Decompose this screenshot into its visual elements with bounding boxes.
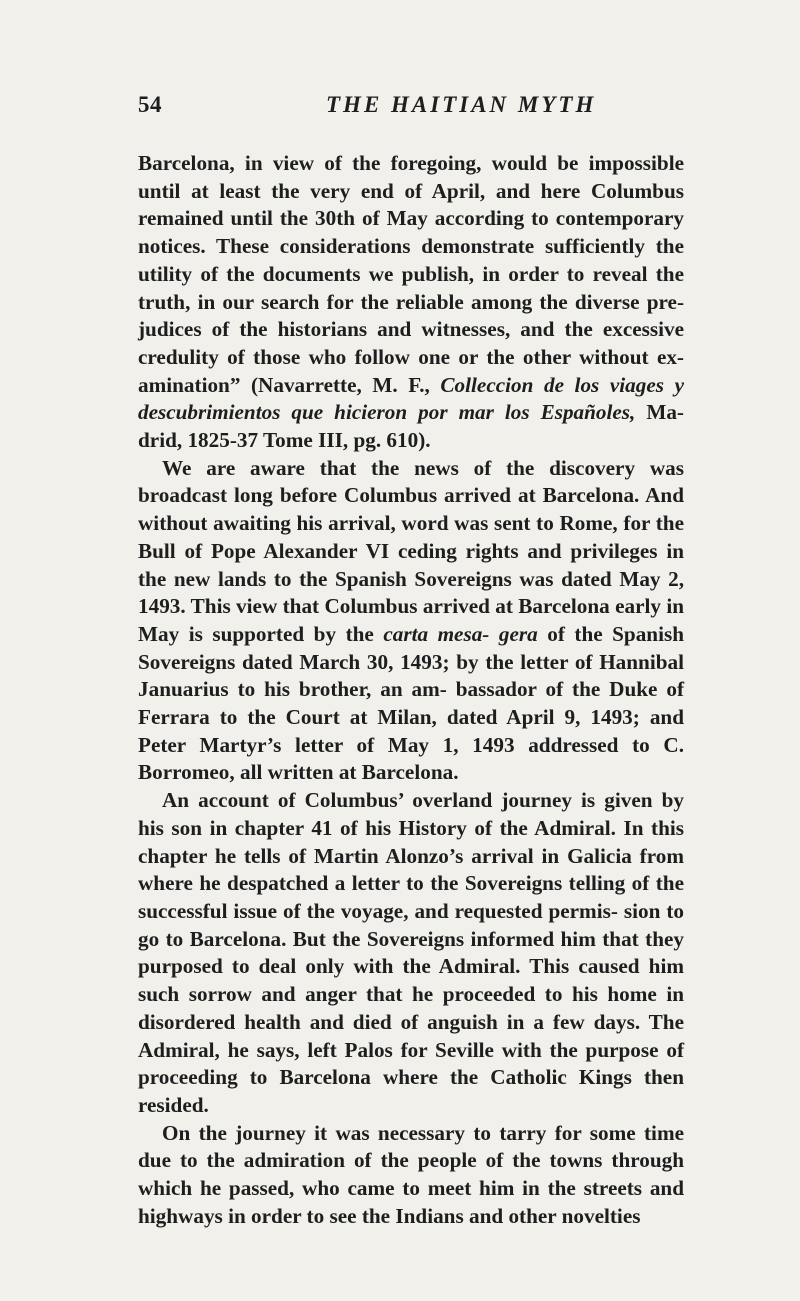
paragraph-2 — [138, 455, 684, 787]
paragraph-text: We are aware that the news of the discovery was broadcast long before Columbus arrived at Barcelona. And without awaiting his arrival, word was sent to Rome, for the Bull of Pope Alexander VI ceding rights and privileges in the new lands to the Spanish Sovereigns was dated May 2, 1493. This view that Columbus arrived at Barcelona early in May is supported by the — [138, 455, 684, 646]
body-text — [138, 150, 684, 1230]
paragraph-text: of the Spanish Sovereigns dated March 30, 1493; by the letter of Hannibal Januarius to his brother, an am- bassador of the Duke of Ferrara to the Court at Milan, dated April 9, 1493; and Peter Martyr’s letter of May 1, 1493 addressed to C. Borromeo, all written at Barcelona. — [138, 621, 685, 785]
italic-term: carta mesa- gera — [383, 621, 538, 646]
paragraph-1 — [138, 150, 684, 455]
paragraph-text: An account of Columbus’ overland journey is given by his son in chapter 41 of his History of the Admiral. In this chapter he tells of Martin Alonzo’s arrival in Galicia from where he despatched a letter to the Sovereigns telling of the successful issue of the voyage, and requested permis- sion to go to Barcelona. But the Sovereigns informed him that they purposed to deal only with the Admiral. This caused him such sorrow and anger that he proceeded to his home in disordered health and died of anguish in a few days. The Admiral, he says, left Palos for Seville with the purpose of proceeding to Barcelona where the Catholic Kings then resided. — [138, 788, 684, 1117]
paragraph-4 — [138, 1120, 684, 1231]
paragraph-3 — [138, 787, 684, 1119]
paragraph-text: Barcelona, in view of the foregoing, would be impossible until at least the very end of April, and here Columbus remained until the 30th of May according to contemporary notices. These considerations demonstrate sufficiently the utility of the documents we publish, in order to reveal the truth, in our search for the reliable among the diverse pre- judices of the historians and witnesses, and the excessive credulity of those who follow one or the other without ex- amination” (Navarrette, M. F., — [138, 151, 684, 397]
italic-title: Colleccion de los viages y descubrimientos que hicieron por mar los Españoles, — [138, 372, 684, 425]
running-title: THE HAITIAN MYTH — [326, 92, 597, 117]
running-head — [138, 92, 676, 126]
paragraph-text: Ma- drid, 1825-37 Tome III, pg. 610). — [138, 400, 684, 453]
paragraph-text: On the journey it was necessary to tarry for some time due to the admiration of the people of the towns through which he passed, who came to meet him in the streets and highways in order to see the Indians and other novelties — [138, 1120, 684, 1228]
page-number: 54 — [138, 92, 162, 117]
